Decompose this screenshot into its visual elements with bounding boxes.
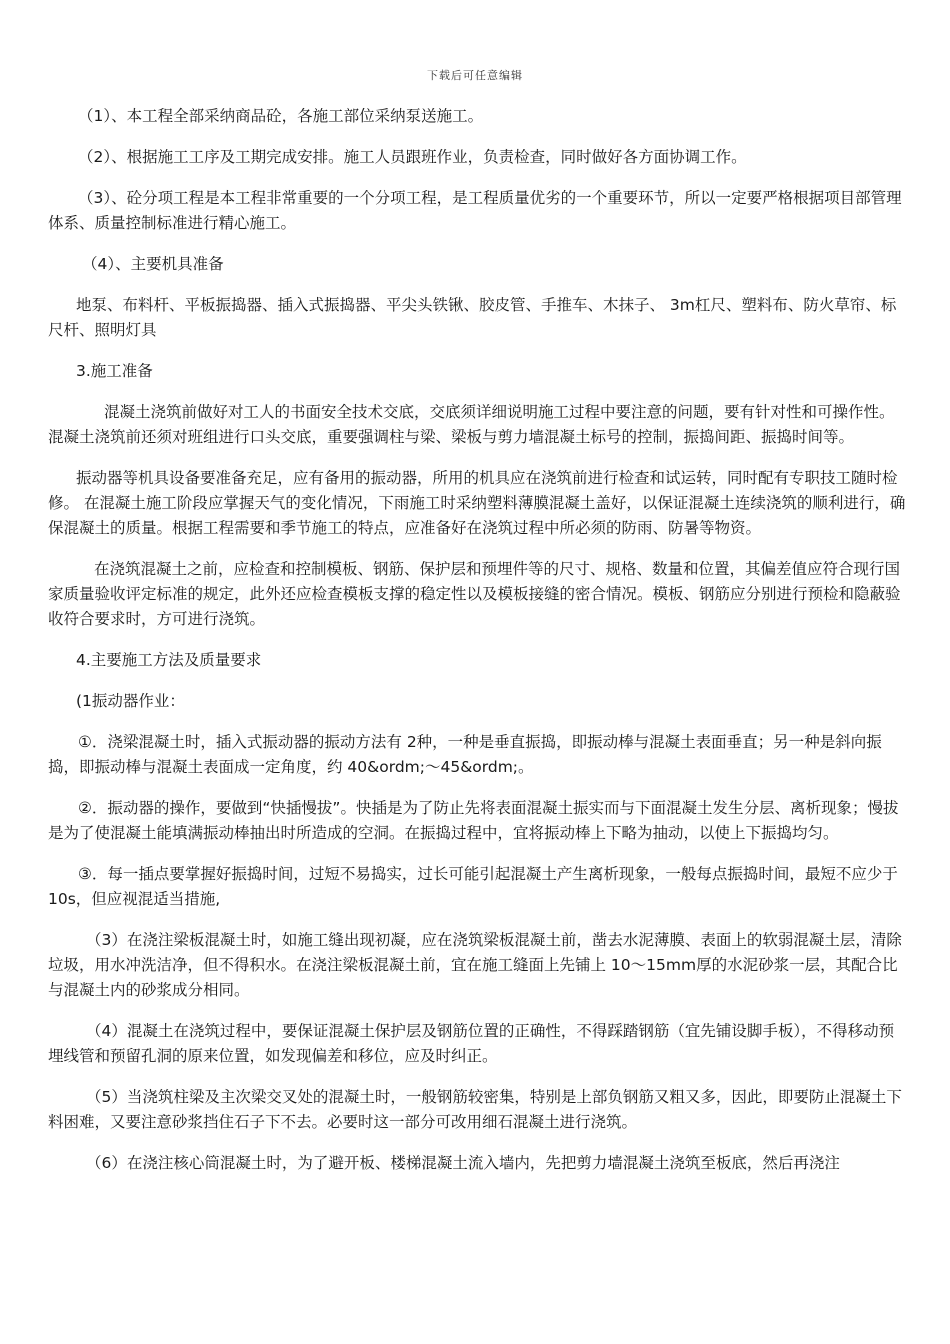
paragraph-item-3: ③．每一插点要掌握好振捣时间，过短不易捣实，过长可能引起混凝土产生离析现象，一般每点振捣时间，最短不应少于 10s，但应视混适当措施, — [48, 865, 898, 908]
paragraph-equipment-list: 地泵、布料杆、平板振捣器、插入式振捣器、平尖头铁锹、胶皮管、手推车、木抹子、 3m杠尺、塑料布、防火草帘、标尺杆、照明灯具 — [48, 296, 897, 339]
paragraph-1: （1）、本工程全部采纳商品砼，各施工部位采纳泵送施工。 — [78, 107, 484, 125]
paragraph-safety-briefing: 混凝土浇筑前做好对工人的书面安全技术交底，交底须详细说明施工过程中要注意的问题，要有针对性和可操作性。混凝土浇筑前还须对班组进行口头交底，重要强调柱与梁、梁板与剪力墙混凝土标号的控制，振捣间距、振捣时间等。 — [48, 403, 895, 446]
document-body — [48, 104, 908, 1192]
paragraph-section-6: （6）在浇注核心筒混凝土时，为了避开板、楼梯混凝土流入墙内，先把剪力墙混凝土浇筑至板底，然后再浇注 — [86, 1154, 840, 1172]
section-4-heading: 4.主要施工方法及质量要求 — [76, 651, 262, 669]
subsection-vibrator-heading: (1振动器作业： — [76, 692, 185, 710]
paragraph-item-1: ①．浇梁混凝土时，插入式振动器的振动方法有 2种，一种是垂直振捣，即振动棒与混凝土表面垂直；另一种是斜向振捣，即振动棒与混凝土表面成一定角度，约 40&ordm;～45&ordm;。 — [48, 733, 882, 776]
page-header: 下载后可任意编辑 — [427, 69, 523, 82]
paragraph-section-3: （3）在浇注梁板混凝土时，如施工缝出现初凝，应在浇筑梁板混凝土前，凿去水泥薄膜、表面上的软弱混凝土层，清除垃圾，用水冲洗洁净，但不得积水。在浇注梁板混凝土前，宜在施工缝面上先铺上 10～15mm厚的水泥砂浆一层，其配合比与混凝土内的砂浆成分相同。 — [48, 931, 902, 999]
paragraph-4-heading: （4）、主要机具准备 — [82, 255, 224, 273]
paragraph-item-2: ②．振动器的操作，要做到“快插慢拔”。快插是为了防止先将表面混凝土振实而与下面混凝土发生分层、离析现象；慢拔是为了使混凝土能填满振动棒抽出时所造成的空洞。在振捣过程中，宜将振动棒上下略为抽动，以使上下振捣均匀。 — [48, 799, 899, 842]
section-3-heading: 3.施工准备 — [76, 362, 153, 380]
paragraph-section-5: （5）当浇筑柱梁及主次梁交叉处的混凝土时，一般钢筋较密集，特别是上部负钢筋又粗又多，因此，即要防止混凝土下料困难，又要注意砂浆挡住石子下不去。必要时这一部分可改用细石混凝土进行浇筑。 — [48, 1088, 902, 1131]
paragraph-section-4: （4）混凝土在浇筑过程中，要保证混凝土保护层及钢筋位置的正确性，不得踩踏钢筋（宜先铺设脚手板），不得移动预埋线管和预留孔洞的原来位置，如发现偏差和移位，应及时纠正。 — [48, 1022, 895, 1065]
paragraph-2: （2）、根据施工工序及工期完成安排。施工人员跟班作业，负责检查，同时做好各方面协调工作。 — [78, 148, 747, 166]
paragraph-3: （3）、砼分项工程是本工程非常重要的一个分项工程，是工程质量优劣的一个重要环节，所以一定要严格根据项目部管理体系、质量控制标准进行精心施工。 — [48, 189, 902, 232]
paragraph-inspection: 在浇筑混凝土之前，应检查和控制模板、钢筋、保护层和预埋件等的尺寸、规格、数量和位置，其偏差值应符合现行国家质量验收评定标准的规定，此外还应检查模板支撑的稳定性以及模板接缝的密合情况。模板、钢筋应分别进行预检和隐蔽验收符合要求时，方可进行浇筑。 — [48, 560, 901, 628]
paragraph-equipment-weather: 振动器等机具设备要准备充足，应有备用的振动器，所用的机具应在浇筑前进行检查和试运转，同时配有专职技工随时检修。 在混凝土施工阶段应掌握天气的变化情况，下雨施工时采纳塑料薄膜混凝土盖好，以保证混凝土连续浇筑的顺利进行，确保混凝土的质量。根据工程需要和季节施工的特点，应准备好在浇筑过程中所必须的防雨、防暑等物资。 — [48, 469, 906, 537]
